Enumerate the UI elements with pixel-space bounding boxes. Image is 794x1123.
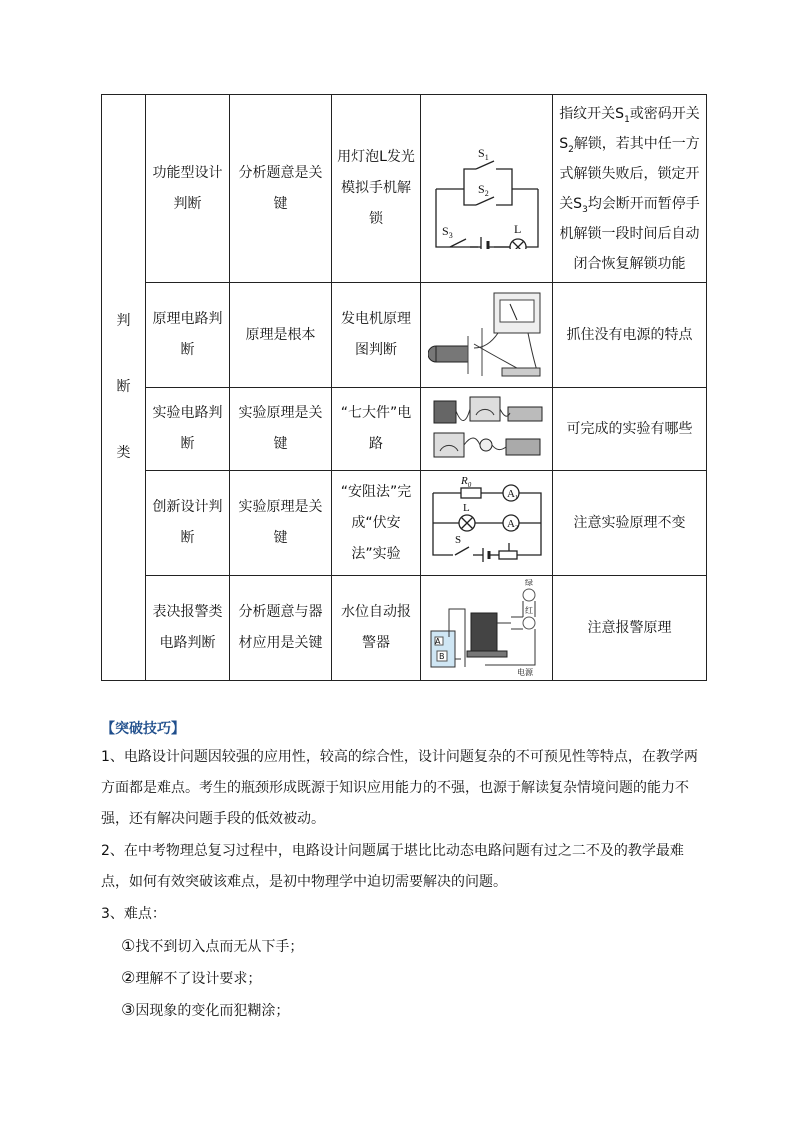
summary-table [101,94,707,681]
note-cell: 抓住没有电源的特点 [553,283,707,388]
note-cell: 指纹开关$S_1$或密码开关$S_2$解锁，若其中任一方式解锁失败后，锁定开关$S_3$均会断开而暂停手机解锁一段时间后自动闭合恢复解锁功能 [553,95,707,283]
type-cell: 表决报警类电路判断 [146,576,230,681]
table-row [102,388,707,471]
svg-text:R0: $R_0$ [460,475,471,489]
svg-text:S: S [454,534,461,546]
svg-text:红: 红 [524,606,533,615]
key-cell: 分析题意是关键 [230,95,332,283]
svg-text:S3: $S_3$ [441,223,453,240]
type-cell: 创新设计判断 [146,471,230,576]
paragraph: 3、难点： [101,906,166,922]
table-row [102,471,707,576]
key-cell: 实验原理是关键 [230,471,332,576]
table-row [102,95,707,283]
section-title: 【突破技巧】 [101,721,185,737]
figure-cell [421,388,553,471]
list-item: ①找不到切入点而无从下手； [121,936,304,955]
category-char: 类 [116,445,131,461]
key-cell: 原理是根本 [230,283,332,388]
seven-components-figure [428,391,546,467]
category-char: 断 [116,379,131,395]
note-cell: 注意实验原理不变 [553,471,707,576]
svg-text:绿: 绿 [524,579,533,587]
category-char: 判 [116,313,131,329]
svg-text:A1: A1 [506,488,518,501]
example-cell: 发电机原理图判断 [332,283,421,388]
svg-text:L: L [513,221,521,236]
category-cell [102,95,146,681]
paragraph: 1、电路设计问题因较强的应用性，较高的综合性，设计问题复杂的不可预见性等特点，在教学两方面都是难点。考生的瓶颈形成既源于知识应用能力的不强，也源于解读复杂情境问题的能力不强，还有解决问题手段的低效被动。 [101,749,698,827]
figure-cell [421,576,553,681]
svg-text:S1: $S_1$ [477,145,489,162]
generator-figure [428,288,546,383]
water-alarm-figure [425,579,549,677]
paragraph: 2、在中考物理总复习过程中，电路设计问题属于堪比比动态电路问题有过之二不及的教学最难点，如何有效突破该难点，是初中物理学中迫切需要解决的问题。 [101,843,684,890]
svg-text:B: B [438,652,444,661]
type-cell: 实验电路判断 [146,388,230,471]
svg-text:A2: A2 [506,518,518,531]
type-cell: 功能型设计判断 [146,95,230,283]
type-cell: 原理电路判断 [146,283,230,388]
ammeter-resistance-figure [425,473,549,573]
list-item: ③因现象的变化而犯糊涂； [121,1000,290,1019]
key-cell: 实验原理是关键 [230,388,332,471]
unlock-circuit-figure [428,129,546,249]
svg-text:S2: $S_2$ [477,181,489,198]
svg-text:电源: 电源 [516,668,533,677]
svg-text:A: A [434,637,440,646]
svg-text:L: L [462,502,470,514]
table-row [102,283,707,388]
table-row [102,576,707,681]
note-cell: 注意报警原理 [553,576,707,681]
figure-cell [421,95,553,283]
list-item: ②理解不了设计要求； [121,968,262,987]
note-cell: 可完成的实验有哪些 [553,388,707,471]
example-cell: 用灯泡L发光模拟手机解锁 [332,95,421,283]
figure-cell [421,283,553,388]
figure-cell [421,471,553,576]
example-cell: 水位自动报警器 [332,576,421,681]
example-cell: “安阻法”完成“伏安法”实验 [332,471,421,576]
key-cell: 分析题意与器材应用是关键 [230,576,332,681]
example-cell: “七大件”电路 [332,388,421,471]
